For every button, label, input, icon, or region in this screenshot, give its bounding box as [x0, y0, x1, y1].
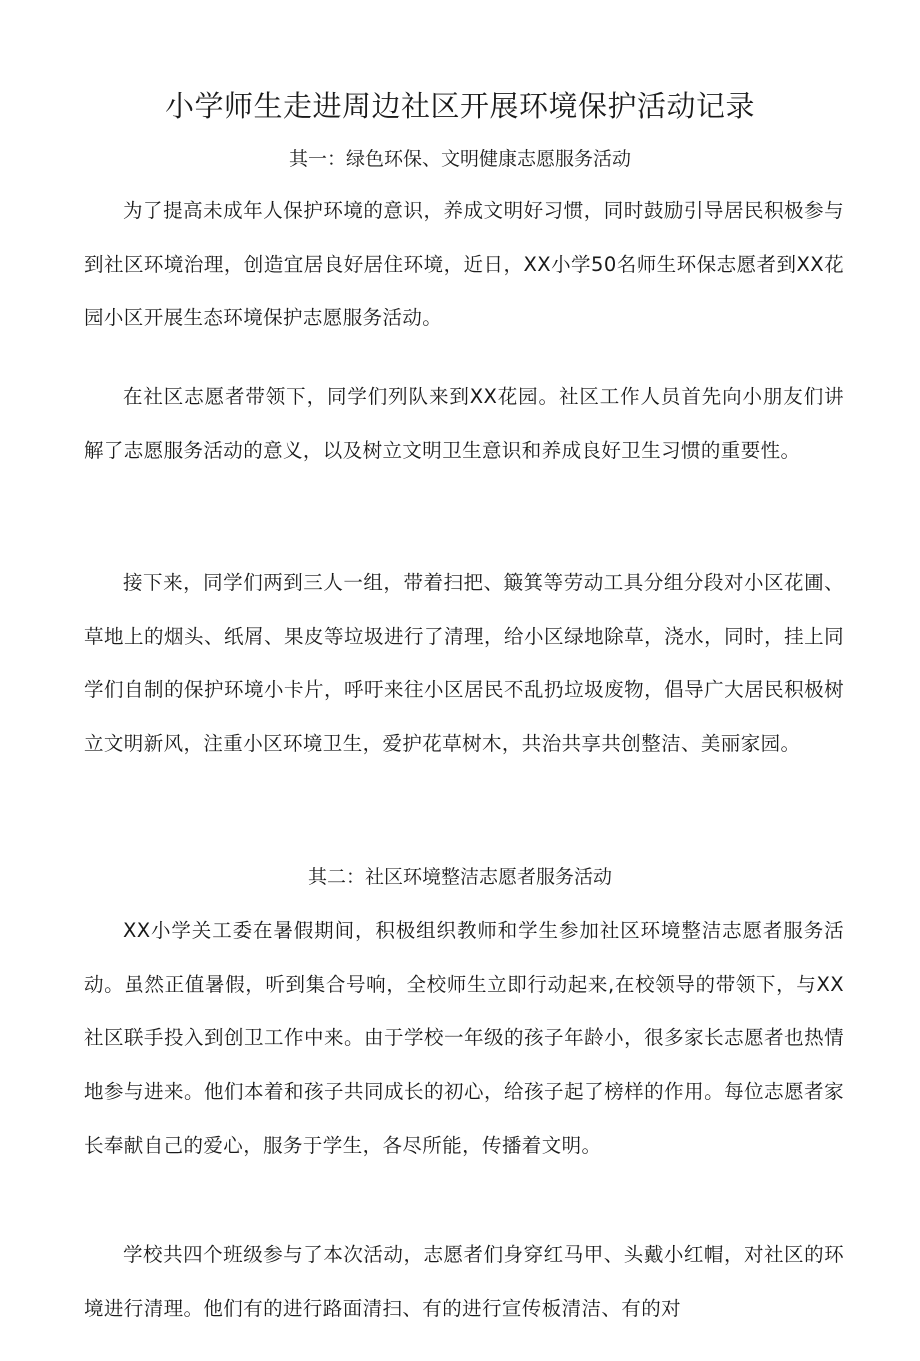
paragraph: 接下来，同学们两到三人一组，带着扫把、簸箕等劳动工具分组分段对小区花圃、草地上的烟头、纸屑、果皮等垃圾进行了清理，给小区绿地除草，浇水，同时，挂上同学们自制的保护环境小卡片，呼吁来往小区居民不乱扔垃圾废物，倡导广大居民积极树立文明新风，注重小区环境卫生，爱护花草树木，共治共享共创整洁、美丽家园。	[84, 571, 844, 756]
paragraph: 学校共四个班级参与了本次活动，志愿者们身穿红马甲、头戴小红帽，对社区的环境进行清理。他们有的进行路面清扫、有的进行宣传板清洁、有的对	[84, 1243, 844, 1320]
paragraph: 在社区志愿者带领下，同学们列队来到XX花园。社区工作人员首先向小朋友们讲解了志愿服务活动的意义，以及树立文明卫生意识和养成良好卫生习惯的重要性。	[84, 385, 844, 462]
paragraph: 为了提高未成年人保护环境的意识，养成文明好习惯，同时鼓励引导居民积极参与到社区环境治理，创造宜居良好居住环境，近日，XX小学50名师生环保志愿者到XX花园小区开展生态环境保护志愿服务活动。	[84, 199, 844, 330]
section-heading-2: 其二：社区环境整洁志愿者服务活动	[307, 866, 612, 888]
section-heading-1: 其一：绿色环保、文明健康志愿服务活动	[288, 148, 631, 170]
paragraph: XX小学关工委在暑假期间，积极组织教师和学生参加社区环境整洁志愿者服务活动。虽然正值暑假，听到集合号响，全校师生立即行动起来,在校领导的带领下，与XX社区联手投入到创卫工作中来。由于学校一年级的孩子年龄小，很多家长志愿者也热情地参与进来。他们本着和孩子共同成长的初心，给孩子起了榜样的作用。每位志愿者家长奉献自己的爱心，服务于学生，各尽所能，传播着文明。	[84, 919, 844, 1157]
document-title: 小学师生走进周边社区开展环境保护活动记录	[164, 89, 755, 123]
